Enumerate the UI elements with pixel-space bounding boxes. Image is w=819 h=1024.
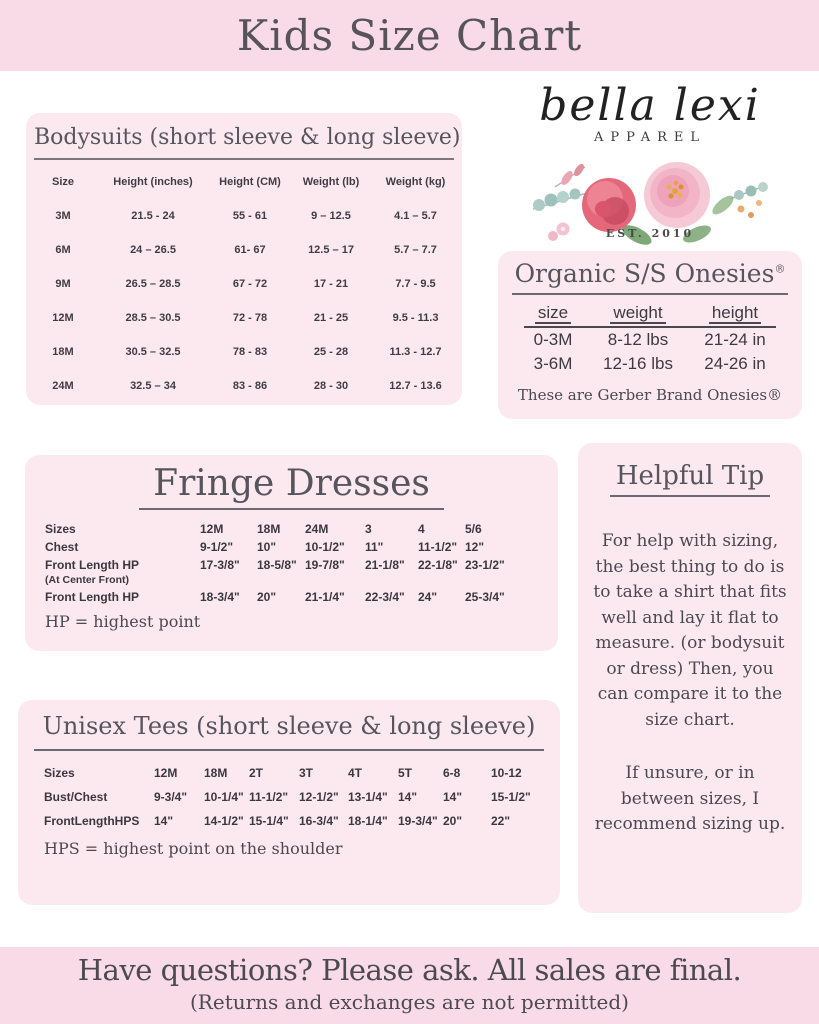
column-header — [694, 301, 776, 325]
table-cell: 5.7 – 7.7 — [394, 244, 437, 256]
table-row — [28, 346, 460, 358]
table-cell: 30.5 – 32.5 — [125, 346, 181, 358]
table-row — [44, 761, 560, 785]
table-cell: 6-8 — [443, 766, 461, 780]
table-cell: 25-3/4" — [465, 590, 505, 604]
table-cell: 83 - 86 — [232, 380, 268, 392]
table-cell: 19-7/8" — [305, 558, 345, 572]
table-cell: 12.7 - 13.6 — [389, 380, 442, 392]
row-label: Front Length HP — [45, 590, 139, 604]
table-row — [28, 380, 460, 392]
table-cell: 14" — [443, 790, 463, 804]
table-cell: 12-1/2" — [299, 790, 339, 804]
table-cell: 67 - 72 — [232, 278, 268, 290]
tip-paragraph: For help with sizing, the best thing to do is to take a shirt that fits well and lay it flat to measure. (or bodysuit or dress) Then, you can compare it to the size chart. — [593, 531, 787, 730]
table-cell: 5/6 — [465, 522, 482, 536]
table-cell: 10-1/2" — [305, 540, 345, 554]
row-label: Front Length HP — [45, 558, 139, 572]
row-label: FrontLengthHPS — [44, 814, 140, 828]
column-header: Weight (kg) — [385, 176, 446, 188]
table-cell: 25 - 28 — [313, 346, 349, 358]
table-row — [44, 785, 560, 809]
unisex-tees-card — [18, 700, 560, 905]
table-cell: 24M — [305, 522, 329, 536]
column-header: Size — [51, 176, 74, 188]
page-title: Kids Size Chart — [236, 11, 583, 60]
table-cell: 78 - 83 — [232, 346, 268, 358]
helpful-tip-card — [578, 443, 802, 913]
table-cell: 72 - 78 — [232, 312, 268, 324]
table-cell: 18-1/4" — [348, 814, 388, 828]
row-label: Sizes — [45, 522, 76, 536]
table-cell: 28 - 30 — [313, 380, 349, 392]
table-row — [28, 278, 460, 290]
table-cell: 21-1/4" — [305, 590, 345, 604]
table-cell: 5T — [398, 766, 413, 780]
table-cell: 15-1/2" — [491, 790, 531, 804]
footer-note: (Returns and exchanges are not permitted) — [190, 990, 629, 1014]
table-cell: 20" — [257, 590, 277, 604]
table-cell: 9-1/2" — [200, 540, 234, 554]
table-cell: 12.5 – 17 — [308, 244, 354, 256]
table-cell: 7.7 - 9.5 — [395, 278, 436, 290]
table-cell: 3-6M — [533, 354, 573, 373]
column-header — [524, 301, 582, 325]
table-cell: 13-1/4" — [348, 790, 388, 804]
table-cell: 11-1/2" — [418, 540, 458, 554]
tip-title: Helpful Tip — [610, 461, 770, 497]
table-cell: 9 – 12.5 — [311, 210, 351, 222]
table-cell: 10" — [257, 540, 277, 554]
header-banner — [0, 0, 819, 71]
table-cell: 61- 67 — [234, 244, 266, 256]
row-label: Bust/Chest — [44, 790, 108, 804]
table-cell: 12M — [154, 766, 178, 780]
table-cell: 18-3/4" — [200, 590, 240, 604]
table-cell: 21 - 25 — [313, 312, 349, 324]
fringe-title: Fringe Dresses — [139, 463, 444, 510]
table-cell: 3 — [365, 522, 372, 536]
table-cell: 14" — [154, 814, 174, 828]
table-row — [28, 312, 460, 324]
table-cell: 11-1/2" — [249, 790, 289, 804]
table-cell: 26.5 – 28.5 — [125, 278, 181, 290]
table-cell: 21.5 - 24 — [131, 210, 175, 222]
column-header: Weight (lb) — [302, 176, 360, 188]
table-row — [28, 244, 460, 256]
table-cell: 10-12 — [491, 766, 522, 780]
column-header — [582, 301, 694, 325]
registered-mark: ® — [774, 262, 786, 276]
table-cell: 24M — [52, 380, 74, 392]
table-cell: 32.5 – 34 — [130, 380, 176, 392]
column-header: Height (inches) — [113, 176, 193, 188]
table-row — [524, 352, 776, 376]
onesies-card — [498, 251, 802, 419]
table-cell: 17 - 21 — [313, 278, 349, 290]
table-cell: 11.3 - 12.7 — [389, 346, 442, 358]
table-row — [45, 558, 558, 573]
table-cell: 8-12 lbs — [607, 330, 669, 349]
table-cell: 9M — [55, 278, 71, 290]
table-cell: 2T — [249, 766, 264, 780]
table-cell: 12M — [52, 312, 74, 324]
onesies-note: These are Gerber Brand Onesies® — [517, 386, 783, 404]
table-row — [45, 540, 558, 555]
table-cell: 4T — [348, 766, 363, 780]
table-cell: 22" — [491, 814, 511, 828]
footer-question: Have questions? Please ask. All sales are final. — [77, 953, 742, 987]
tip-paragraph: If unsure, or in between sizes, I recommend sizing up. — [594, 763, 786, 834]
fringe-table — [25, 522, 558, 605]
table-cell: 3T — [299, 766, 314, 780]
table-row — [44, 809, 560, 833]
table-cell: 12M — [200, 522, 224, 536]
table-cell: 0-3M — [533, 330, 573, 349]
table-cell: 15-1/4" — [249, 814, 289, 828]
table-cell: 14" — [398, 790, 418, 804]
table-cell: 12" — [465, 540, 485, 554]
brand-logo — [515, 82, 785, 240]
table-cell: 24-26 in — [704, 354, 766, 373]
table-cell: 24 – 26.5 — [130, 244, 176, 256]
table-cell: 21-24 in — [704, 330, 766, 349]
table-cell: 6M — [55, 244, 71, 256]
table-cell: 17-3/8" — [200, 558, 240, 572]
row-label: Chest — [45, 540, 79, 554]
table-cell: 9.5 - 11.3 — [392, 312, 439, 324]
table-cell: 14-1/2" — [204, 814, 244, 828]
table-cell: 22-1/8" — [418, 558, 458, 572]
table-cell: 20" — [443, 814, 463, 828]
table-cell: 9-3/4" — [154, 790, 188, 804]
table-cell: 11" — [365, 540, 384, 554]
bodysuits-card — [26, 113, 462, 405]
fringe-note: HP = highest point — [45, 612, 201, 631]
onesies-table — [524, 301, 776, 376]
unisex-note: HPS = highest point on the shoulder — [44, 839, 343, 858]
table-row — [45, 522, 558, 537]
brand-subtitle: APPAREL — [594, 130, 706, 146]
table-cell: 4.1 – 5.7 — [394, 210, 437, 222]
table-cell: 23-1/2" — [465, 558, 505, 572]
fringe-dresses-card — [25, 455, 558, 651]
footer-banner — [0, 947, 819, 1024]
onesies-title-text: Organic S/S Onesies — [514, 259, 775, 288]
column-header: Height (CM) — [219, 176, 281, 188]
table-cell: 21-1/8" — [365, 558, 405, 572]
unisex-table — [18, 761, 560, 833]
table-cell: 19-3/4" — [398, 814, 438, 828]
table-cell: 18-5/8" — [257, 558, 297, 572]
table-cell: 55 - 61 — [232, 210, 268, 222]
bodysuits-header-row — [28, 176, 460, 188]
table-cell: 18M — [204, 766, 228, 780]
onesies-header-row — [524, 301, 776, 328]
brand-established: EST. 2010 — [605, 227, 695, 241]
column-header-label: size — [535, 303, 571, 324]
table-row — [45, 590, 558, 605]
table-cell: 18M — [257, 522, 281, 536]
table-cell: 10-1/4" — [204, 790, 244, 804]
table-row — [524, 328, 776, 352]
column-header-label: weight — [610, 303, 665, 324]
row-sublabel: (At Center Front) — [45, 574, 129, 586]
table-cell: 3M — [55, 210, 71, 222]
unisex-title: Unisex Tees (short sleeve & long sleeve) — [34, 712, 544, 751]
table-cell: 4 — [418, 522, 425, 536]
table-cell: 18M — [52, 346, 74, 358]
bodysuits-table — [26, 176, 462, 392]
column-header-label: height — [709, 303, 761, 324]
table-cell: 12-16 lbs — [603, 354, 673, 373]
table-cell: 22-3/4" — [365, 590, 405, 604]
table-cell: 28.5 – 30.5 — [125, 312, 181, 324]
table-cell: 24" — [418, 590, 438, 604]
table-cell: 16-3/4" — [299, 814, 339, 828]
row-label: Sizes — [44, 766, 75, 780]
table-row — [28, 210, 460, 222]
bodysuits-title: Bodysuits (short sleeve & long sleeve) — [34, 125, 454, 160]
brand-name: bella lexi — [539, 80, 761, 131]
onesies-title — [512, 259, 788, 295]
